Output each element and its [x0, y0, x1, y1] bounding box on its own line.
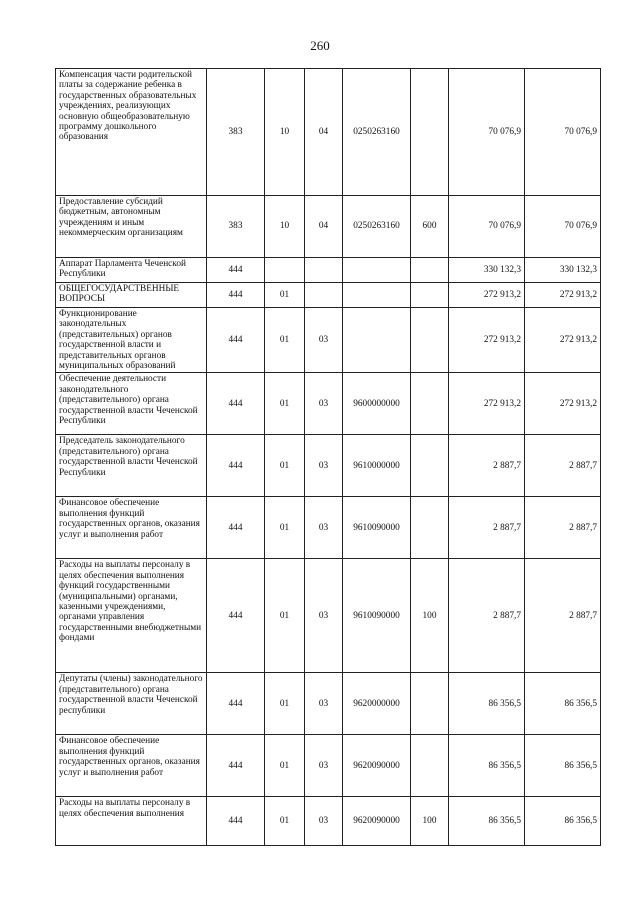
- row-pr-code-cell: 03: [305, 435, 343, 497]
- row-rz-code-cell: 01: [265, 497, 305, 559]
- row-rz-code-cell: 01: [265, 735, 305, 797]
- row-amount-1-cell: 2 887,7: [449, 497, 525, 559]
- table-row: [56, 258, 601, 283]
- row-vr-code-cell: [411, 373, 449, 435]
- row-gr-code-cell: 444: [207, 559, 265, 673]
- row-pr-code-cell: 03: [305, 308, 343, 373]
- row-vr-code-cell: [411, 308, 449, 373]
- table-row: [56, 735, 601, 797]
- row-amount-1-cell: 86 356,5: [449, 797, 525, 846]
- row-vr-code-cell: [411, 283, 449, 308]
- row-name-cell: Финансовое обеспечение выполнения функций государственных органов, оказания услуг и выполнения работ: [56, 735, 207, 797]
- row-amount-1-cell: 2 887,7: [449, 559, 525, 673]
- row-rz-code-cell: 01: [265, 559, 305, 673]
- row-rz-code-cell: [265, 258, 305, 283]
- row-amount-1-cell: 86 356,5: [449, 673, 525, 735]
- row-name-cell: Председатель законодательного (представительного) органа государственной власти Чеченской Республики: [56, 435, 207, 497]
- row-csr-code-cell: 9610090000: [343, 497, 411, 559]
- table-row: [56, 283, 601, 308]
- row-name-cell: Расходы на выплаты персоналу в целях обеспечения выполнения: [56, 797, 207, 846]
- row-rz-code-cell: 10: [265, 69, 305, 196]
- row-gr-code-cell: 444: [207, 735, 265, 797]
- row-name-cell: Финансовое обеспечение выполнения функций государственных органов, оказания услуг и выполнения работ: [56, 497, 207, 559]
- row-pr-code-cell: 03: [305, 497, 343, 559]
- table-row: [56, 497, 601, 559]
- row-amount-2-cell: 272 913,2: [525, 283, 601, 308]
- row-pr-code-cell: 03: [305, 735, 343, 797]
- row-csr-code-cell: 9620000000: [343, 673, 411, 735]
- row-amount-2-cell: 272 913,2: [525, 373, 601, 435]
- row-name-cell: Обеспечение деятельности законодательного (представительного) органа государственной власти Чеченской Республики: [56, 373, 207, 435]
- row-csr-code-cell: 0250263160: [343, 196, 411, 258]
- row-csr-code-cell: 9610090000: [343, 559, 411, 673]
- row-csr-code-cell: [343, 258, 411, 283]
- page-number: 260: [310, 38, 330, 53]
- row-pr-code-cell: 04: [305, 69, 343, 196]
- table-row: [56, 196, 601, 258]
- row-vr-code-cell: [411, 735, 449, 797]
- row-vr-code-cell: [411, 258, 449, 283]
- row-name-cell: Депутаты (члены) законодательного (представительного) органа государственной власти Чеченской республики: [56, 673, 207, 735]
- row-name-cell: Функционирование законодательных (представительных) органов государственной власти и представительных органов муниципальных образований: [56, 308, 207, 373]
- row-csr-code-cell: 0250263160: [343, 69, 411, 196]
- row-gr-code-cell: 444: [207, 797, 265, 846]
- row-amount-1-cell: 272 913,2: [449, 373, 525, 435]
- table-row: [56, 797, 601, 846]
- row-csr-code-cell: [343, 308, 411, 373]
- row-gr-code-cell: 444: [207, 258, 265, 283]
- row-gr-code-cell: 444: [207, 283, 265, 308]
- row-gr-code-cell: 383: [207, 69, 265, 196]
- row-pr-code-cell: 03: [305, 673, 343, 735]
- row-pr-code-cell: [305, 283, 343, 308]
- row-amount-2-cell: 86 356,5: [525, 797, 601, 846]
- row-csr-code-cell: 9600000000: [343, 373, 411, 435]
- row-csr-code-cell: [343, 283, 411, 308]
- row-gr-code-cell: 444: [207, 497, 265, 559]
- row-amount-1-cell: 86 356,5: [449, 735, 525, 797]
- row-rz-code-cell: 01: [265, 283, 305, 308]
- row-rz-code-cell: 01: [265, 435, 305, 497]
- row-amount-2-cell: 272 913,2: [525, 308, 601, 373]
- row-csr-code-cell: 9620090000: [343, 735, 411, 797]
- table-body: [56, 69, 601, 846]
- row-pr-code-cell: 04: [305, 196, 343, 258]
- table-row: [56, 308, 601, 373]
- row-amount-1-cell: 330 132,3: [449, 258, 525, 283]
- budget-table: [55, 68, 601, 846]
- table-row: [56, 373, 601, 435]
- row-csr-code-cell: 9610000000: [343, 435, 411, 497]
- row-vr-code-cell: 100: [411, 559, 449, 673]
- row-vr-code-cell: 600: [411, 196, 449, 258]
- table-row: [56, 69, 601, 196]
- row-vr-code-cell: [411, 673, 449, 735]
- row-gr-code-cell: 444: [207, 373, 265, 435]
- row-amount-2-cell: 2 887,7: [525, 435, 601, 497]
- table-row: [56, 559, 601, 673]
- row-amount-2-cell: 70 076,9: [525, 69, 601, 196]
- row-name-cell: Расходы на выплаты персоналу в целях обеспечения выполнения функций государственными (муниципальными) органами, казенными учреждениями, органами управления государственными внебюджетными фондами: [56, 559, 207, 673]
- row-amount-1-cell: 2 887,7: [449, 435, 525, 497]
- row-gr-code-cell: 444: [207, 435, 265, 497]
- row-vr-code-cell: [411, 497, 449, 559]
- row-rz-code-cell: 01: [265, 673, 305, 735]
- row-gr-code-cell: 444: [207, 308, 265, 373]
- row-rz-code-cell: 01: [265, 373, 305, 435]
- row-csr-code-cell: 9620090000: [343, 797, 411, 846]
- row-pr-code-cell: 03: [305, 373, 343, 435]
- row-rz-code-cell: 01: [265, 308, 305, 373]
- row-name-cell: Предоставление субсидий бюджетным, автономным учреждениям и иным некоммерческим организациям: [56, 196, 207, 258]
- row-amount-1-cell: 272 913,2: [449, 308, 525, 373]
- row-vr-code-cell: 100: [411, 797, 449, 846]
- row-vr-code-cell: [411, 69, 449, 196]
- row-rz-code-cell: 01: [265, 797, 305, 846]
- row-amount-1-cell: 70 076,9: [449, 69, 525, 196]
- row-pr-code-cell: [305, 258, 343, 283]
- row-amount-2-cell: 86 356,5: [525, 673, 601, 735]
- row-amount-1-cell: 70 076,9: [449, 196, 525, 258]
- row-amount-2-cell: 70 076,9: [525, 196, 601, 258]
- row-amount-2-cell: 330 132,3: [525, 258, 601, 283]
- row-amount-2-cell: 2 887,7: [525, 559, 601, 673]
- row-name-cell: Аппарат Парламента Чеченской Республики: [56, 258, 207, 283]
- row-amount-2-cell: 2 887,7: [525, 497, 601, 559]
- row-amount-1-cell: 272 913,2: [449, 283, 525, 308]
- row-pr-code-cell: 03: [305, 559, 343, 673]
- row-vr-code-cell: [411, 435, 449, 497]
- row-name-cell: Компенсация части родительской платы за содержание ребенка в государственных образовательных учреждениях, реализующих основную общеобразовательную программу дошкольного образования: [56, 69, 207, 196]
- row-pr-code-cell: 03: [305, 797, 343, 846]
- table-row: [56, 673, 601, 735]
- row-gr-code-cell: 444: [207, 673, 265, 735]
- row-amount-2-cell: 86 356,5: [525, 735, 601, 797]
- table-row: [56, 435, 601, 497]
- row-gr-code-cell: 383: [207, 196, 265, 258]
- row-name-cell: ОБЩЕГОСУДАРСТВЕННЫЕ ВОПРОСЫ: [56, 283, 207, 308]
- row-rz-code-cell: 10: [265, 196, 305, 258]
